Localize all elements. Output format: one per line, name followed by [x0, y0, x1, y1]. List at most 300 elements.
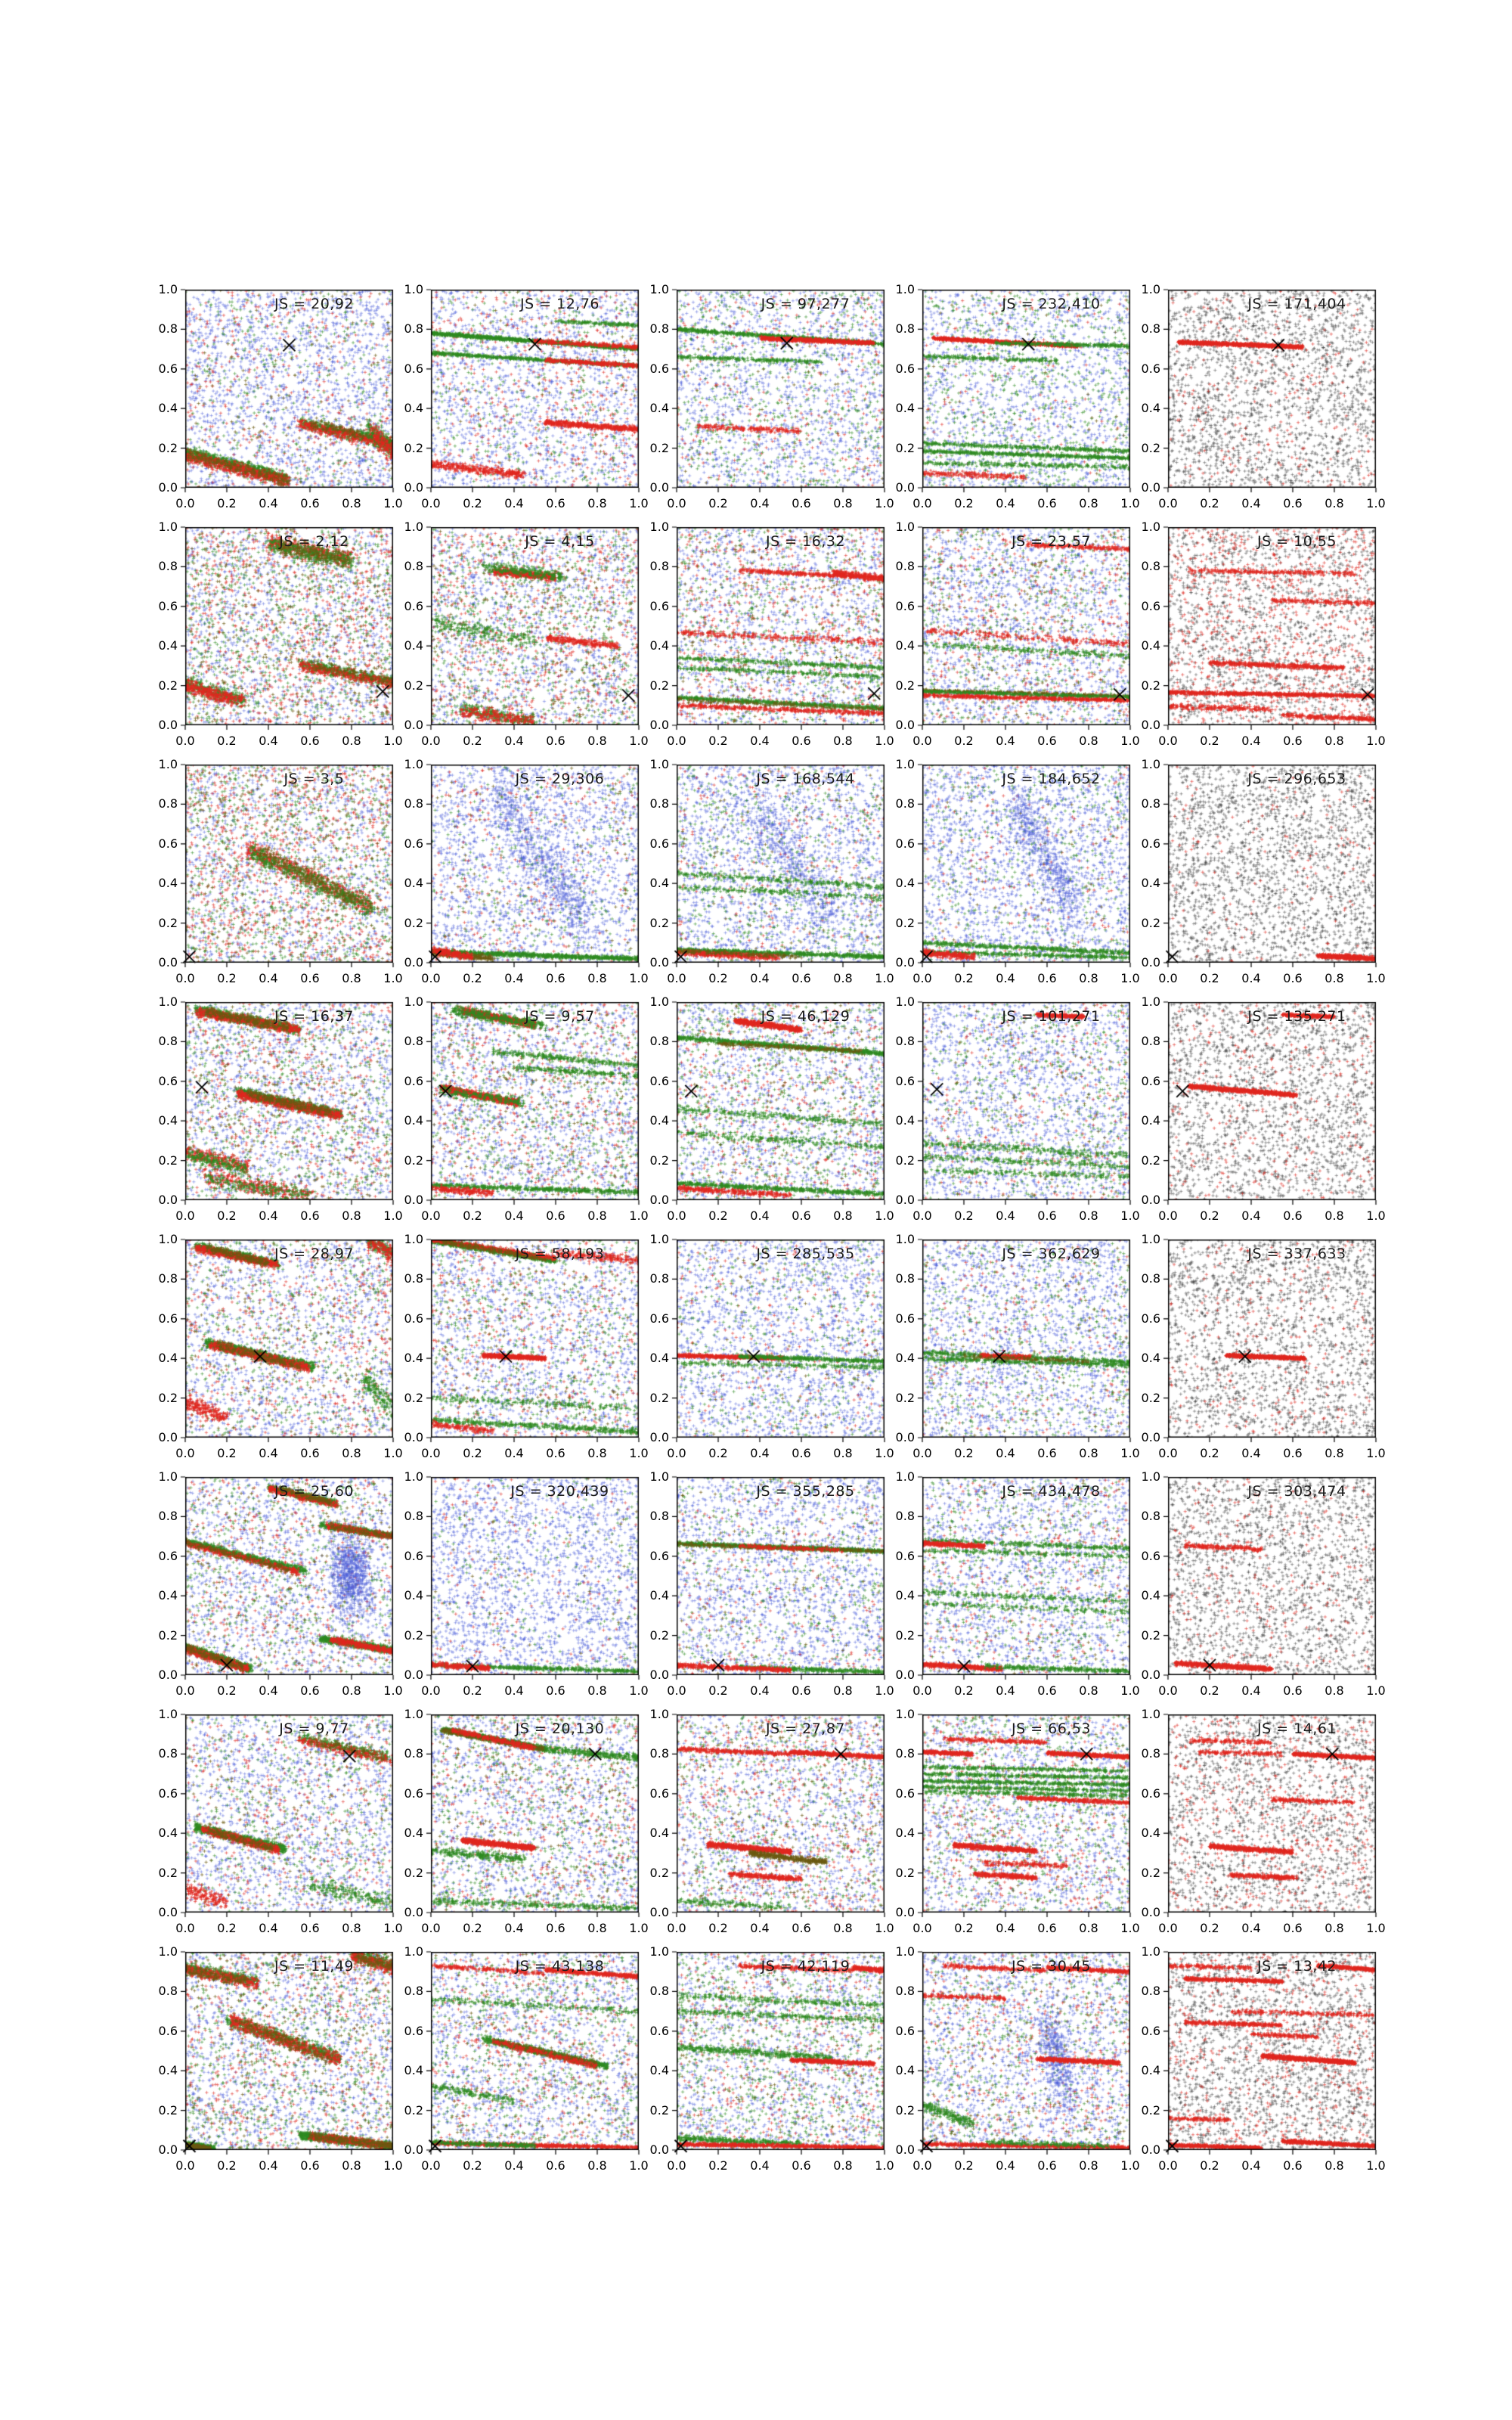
x-tick-label: 0.0: [1158, 1446, 1178, 1460]
x-tick-label: 0.2: [708, 734, 728, 748]
y-tick-label: 0.8: [158, 796, 178, 811]
x-tick-label: 0.6: [1037, 496, 1057, 510]
x-tick-label: 0.2: [1200, 971, 1219, 985]
scatter-panel: [158, 1707, 403, 1935]
scatter-canvas: [669, 1948, 892, 2161]
y-tick-label: 0.2: [649, 678, 669, 693]
js-value-label: JS = 355,285: [756, 1483, 855, 1500]
js-value-label: JS = 11,49: [274, 1958, 355, 1975]
y-tick-label: 1.0: [404, 1469, 423, 1484]
x-tick-label: 0.8: [1079, 2158, 1098, 2173]
x-tick-label: 0.8: [1079, 971, 1098, 985]
x-tick-label: 0.4: [504, 1208, 524, 1223]
x-tick-label: 0.2: [463, 1921, 482, 1935]
scatter-panel: [158, 282, 403, 510]
y-tick-label: 0.6: [158, 1073, 178, 1088]
scatter-canvas: [1160, 1948, 1383, 2161]
y-tick-label: 0.8: [1141, 1509, 1160, 1524]
y-tick-label: 0.4: [1141, 1588, 1160, 1603]
y-tick-label: 0.2: [895, 1627, 915, 1643]
scatter-canvas: [178, 1948, 401, 2161]
y-tick-label: 0.8: [404, 796, 423, 811]
scatter-canvas: [669, 286, 892, 499]
scatter-canvas: [1160, 1236, 1383, 1449]
y-tick-label: 1.0: [1141, 1232, 1160, 1246]
x-tick-label: 0.6: [546, 1921, 565, 1935]
x-tick-label: 0.4: [996, 2158, 1015, 2173]
scatter-panel: [1141, 1944, 1386, 2173]
y-tick-label: 0.6: [1141, 1548, 1160, 1563]
x-tick-label: 0.2: [708, 2158, 728, 2173]
js-value-label: JS = 232,410: [1002, 296, 1101, 312]
scatter-canvas: [915, 523, 1138, 737]
x-tick-label: 0.6: [792, 1208, 811, 1223]
js-value-label: JS = 10,55: [1256, 533, 1337, 550]
js-value-label: JS = 25,60: [274, 1483, 355, 1500]
y-tick-label: 1.0: [895, 994, 915, 1009]
y-tick-label: 0.6: [1141, 836, 1160, 851]
y-tick-label: 0.0: [649, 2142, 669, 2157]
x-tick-label: 1.0: [1120, 734, 1140, 748]
y-tick-label: 0.6: [158, 1548, 178, 1563]
y-tick-label: 0.6: [649, 2023, 669, 2038]
scatter-panel: [1141, 1469, 1386, 1698]
scatter-panel: [649, 1944, 894, 2173]
x-tick-label: 0.0: [667, 1921, 686, 1935]
y-tick-label: 1.0: [649, 1232, 669, 1246]
x-tick-label: 0.0: [175, 971, 195, 985]
x-tick-label: 0.8: [833, 1208, 853, 1223]
x-tick-label: 0.8: [587, 1446, 607, 1460]
y-tick-label: 0.0: [895, 1668, 915, 1682]
x-tick-label: 0.4: [750, 1208, 770, 1223]
y-tick-label: 0.6: [404, 1786, 423, 1801]
y-tick-label: 0.2: [1141, 1865, 1160, 1880]
x-tick-label: 0.0: [421, 1446, 441, 1460]
x-tick-label: 0.8: [833, 2158, 853, 2173]
y-tick-label: 0.4: [158, 1826, 178, 1841]
x-tick-label: 1.0: [1120, 2158, 1140, 2173]
y-tick-label: 0.4: [649, 1113, 669, 1128]
y-tick-label: 0.2: [158, 678, 178, 693]
y-tick-label: 0.2: [649, 2102, 669, 2118]
x-tick-label: 1.0: [875, 1683, 894, 1698]
scatter-panel: [649, 1469, 894, 1698]
y-tick-label: 0.0: [649, 1668, 669, 1682]
y-tick-label: 1.0: [649, 757, 669, 771]
y-tick-label: 0.4: [404, 1351, 423, 1366]
x-tick-label: 0.0: [912, 1921, 932, 1935]
y-tick-label: 1.0: [649, 1944, 669, 1959]
x-tick-label: 0.4: [1241, 1446, 1261, 1460]
js-value-label: JS = 29,306: [515, 771, 605, 787]
x-tick-label: 0.2: [463, 2158, 482, 2173]
js-value-label: JS = 20,130: [515, 1720, 605, 1737]
scatter-canvas: [1160, 286, 1383, 499]
x-tick-label: 0.8: [1079, 734, 1098, 748]
y-tick-label: 1.0: [158, 994, 178, 1009]
x-tick-label: 0.2: [708, 1446, 728, 1460]
y-tick-label: 0.8: [404, 559, 423, 574]
x-tick-label: 0.8: [1325, 734, 1344, 748]
scatter-panel: [158, 1944, 403, 2173]
x-tick-label: 0.0: [175, 1921, 195, 1935]
x-tick-label: 0.2: [217, 1683, 237, 1698]
y-tick-label: 0.4: [649, 2063, 669, 2078]
x-tick-label: 0.0: [175, 1683, 195, 1698]
x-tick-label: 0.6: [1283, 1683, 1303, 1698]
y-tick-label: 0.6: [158, 836, 178, 851]
y-tick-label: 0.2: [895, 440, 915, 455]
y-tick-label: 0.2: [895, 1153, 915, 1168]
y-tick-label: 1.0: [158, 1232, 178, 1246]
x-tick-label: 0.2: [463, 1683, 482, 1698]
y-tick-label: 0.8: [649, 559, 669, 574]
scatter-canvas: [669, 998, 892, 1212]
y-tick-label: 1.0: [404, 520, 423, 534]
x-tick-label: 0.4: [504, 496, 524, 510]
x-tick-label: 0.6: [792, 734, 811, 748]
x-tick-label: 0.4: [504, 2158, 524, 2173]
x-tick-label: 0.8: [1079, 1208, 1098, 1223]
scatter-panel: [158, 994, 403, 1223]
y-tick-label: 0.0: [649, 1193, 669, 1207]
y-tick-label: 0.2: [158, 1627, 178, 1643]
x-tick-label: 1.0: [1120, 1683, 1140, 1698]
y-tick-label: 1.0: [649, 994, 669, 1009]
y-tick-label: 0.0: [158, 1668, 178, 1682]
y-tick-label: 0.6: [895, 1311, 915, 1326]
x-tick-label: 0.6: [546, 2158, 565, 2173]
y-tick-label: 0.8: [158, 1746, 178, 1761]
scatter-canvas: [423, 1473, 646, 1686]
y-tick-label: 0.0: [158, 2142, 178, 2157]
scatter-canvas: [178, 761, 401, 974]
x-tick-label: 1.0: [1366, 1683, 1386, 1698]
scatter-panel: [404, 520, 649, 748]
y-tick-label: 0.8: [158, 321, 178, 337]
y-tick-label: 0.4: [158, 1113, 178, 1128]
y-tick-label: 0.6: [404, 2023, 423, 2038]
y-tick-label: 0.0: [649, 480, 669, 495]
js-value-label: JS = 13,42: [1256, 1958, 1337, 1975]
scatter-canvas: [178, 1711, 401, 1924]
x-tick-label: 0.2: [708, 1921, 728, 1935]
x-tick-label: 0.4: [996, 496, 1015, 510]
js-value-label: JS = 296,653: [1247, 771, 1346, 787]
y-tick-label: 0.6: [158, 598, 178, 613]
y-tick-label: 0.0: [404, 1430, 423, 1444]
scatter-panel: [1141, 1232, 1386, 1460]
x-tick-label: 0.0: [1158, 1683, 1178, 1698]
y-tick-label: 0.8: [1141, 559, 1160, 574]
y-tick-label: 1.0: [895, 1707, 915, 1721]
y-tick-label: 0.6: [404, 1311, 423, 1326]
y-tick-label: 0.8: [649, 796, 669, 811]
y-tick-label: 0.2: [895, 915, 915, 930]
x-tick-label: 0.4: [750, 1921, 770, 1935]
y-tick-label: 0.8: [895, 559, 915, 574]
x-tick-label: 0.6: [1037, 971, 1057, 985]
y-tick-label: 0.6: [895, 1548, 915, 1563]
x-tick-label: 1.0: [1366, 1208, 1386, 1223]
x-tick-label: 0.0: [912, 2158, 932, 2173]
scatter-canvas: [1160, 1711, 1383, 1924]
scatter-panel: [895, 1232, 1140, 1460]
x-tick-label: 0.4: [259, 2158, 278, 2173]
x-tick-label: 0.2: [1200, 1683, 1219, 1698]
y-tick-label: 1.0: [1141, 282, 1160, 296]
x-tick-label: 0.2: [708, 496, 728, 510]
x-tick-label: 0.6: [300, 1446, 320, 1460]
js-value-label: JS = 66,53: [1011, 1720, 1092, 1737]
y-tick-label: 0.8: [895, 1271, 915, 1286]
y-tick-label: 0.8: [649, 1509, 669, 1524]
scatter-panel: [895, 994, 1140, 1223]
y-tick-label: 0.0: [649, 718, 669, 732]
y-tick-label: 0.0: [895, 1905, 915, 1919]
y-tick-label: 0.0: [649, 955, 669, 970]
x-tick-label: 1.0: [629, 1683, 649, 1698]
scatter-panel: [158, 1232, 403, 1460]
scatter-canvas: [915, 761, 1138, 974]
x-tick-label: 1.0: [1366, 1446, 1386, 1460]
y-tick-label: 1.0: [895, 520, 915, 534]
x-tick-label: 0.8: [1325, 2158, 1344, 2173]
x-tick-label: 0.6: [792, 496, 811, 510]
x-tick-label: 0.4: [996, 1921, 1015, 1935]
x-tick-label: 0.6: [792, 1683, 811, 1698]
x-tick-label: 0.8: [342, 971, 361, 985]
x-tick-label: 0.2: [217, 2158, 237, 2173]
js-value-label: JS = 27,87: [765, 1720, 846, 1737]
x-tick-label: 0.0: [667, 1683, 686, 1698]
x-tick-label: 0.6: [1283, 1446, 1303, 1460]
y-tick-label: 0.0: [404, 1905, 423, 1919]
x-tick-label: 0.8: [587, 734, 607, 748]
y-tick-label: 0.6: [649, 361, 669, 376]
x-tick-label: 0.8: [833, 496, 853, 510]
x-tick-label: 0.0: [421, 734, 441, 748]
y-tick-label: 0.4: [649, 638, 669, 653]
y-tick-label: 0.2: [1141, 1390, 1160, 1405]
x-tick-label: 0.8: [342, 2158, 361, 2173]
y-tick-label: 0.6: [1141, 1073, 1160, 1088]
x-tick-label: 0.4: [259, 1446, 278, 1460]
x-tick-label: 0.0: [667, 734, 686, 748]
x-tick-label: 0.0: [1158, 1921, 1178, 1935]
x-tick-label: 1.0: [629, 734, 649, 748]
x-tick-label: 0.6: [792, 1446, 811, 1460]
scatter-canvas: [669, 761, 892, 974]
y-tick-label: 0.8: [404, 1034, 423, 1049]
scatter-canvas: [423, 998, 646, 1212]
y-tick-label: 0.6: [1141, 598, 1160, 613]
x-tick-label: 0.0: [421, 2158, 441, 2173]
x-tick-label: 0.8: [587, 971, 607, 985]
y-tick-label: 0.6: [158, 1786, 178, 1801]
y-tick-label: 0.6: [404, 1073, 423, 1088]
x-tick-label: 0.6: [1037, 734, 1057, 748]
scatter-canvas: [669, 523, 892, 737]
scatter-panel: [404, 1232, 649, 1460]
y-tick-label: 0.4: [158, 1351, 178, 1366]
y-tick-label: 0.8: [895, 1034, 915, 1049]
x-tick-label: 1.0: [875, 734, 894, 748]
js-value-label: JS = 9,77: [279, 1720, 349, 1737]
y-tick-label: 0.4: [895, 1826, 915, 1841]
x-tick-label: 0.6: [546, 1683, 565, 1698]
x-tick-label: 1.0: [629, 971, 649, 985]
x-tick-label: 0.0: [667, 1208, 686, 1223]
scatter-canvas: [915, 1473, 1138, 1686]
y-tick-label: 0.6: [649, 836, 669, 851]
y-tick-label: 0.2: [1141, 2102, 1160, 2118]
x-tick-label: 0.2: [954, 1208, 974, 1223]
x-tick-label: 0.8: [587, 1683, 607, 1698]
x-tick-label: 0.6: [1037, 2158, 1057, 2173]
scatter-panel: [158, 757, 403, 985]
scatter-panel: [649, 757, 894, 985]
x-tick-label: 0.8: [833, 1683, 853, 1698]
x-tick-label: 0.2: [954, 1921, 974, 1935]
x-tick-label: 0.8: [587, 1921, 607, 1935]
y-tick-label: 0.8: [1141, 1271, 1160, 1286]
scatter-canvas: [178, 1236, 401, 1449]
y-tick-label: 0.6: [895, 361, 915, 376]
y-tick-label: 0.0: [1141, 1193, 1160, 1207]
scatter-panel: [895, 1707, 1140, 1935]
y-tick-label: 0.4: [895, 1588, 915, 1603]
y-tick-label: 0.2: [649, 440, 669, 455]
scatter-panel: [1141, 994, 1386, 1223]
y-tick-label: 0.4: [895, 1351, 915, 1366]
y-tick-label: 0.2: [404, 1390, 423, 1405]
x-tick-label: 1.0: [875, 1921, 894, 1935]
scatter-canvas: [915, 1948, 1138, 2161]
js-value-label: JS = 16,37: [274, 1008, 355, 1025]
x-tick-label: 0.4: [1241, 2158, 1261, 2173]
y-tick-label: 0.4: [895, 1113, 915, 1128]
js-value-label: JS = 337,633: [1247, 1246, 1346, 1262]
js-value-label: JS = 43,138: [515, 1958, 605, 1975]
x-tick-label: 0.4: [750, 971, 770, 985]
x-tick-label: 1.0: [875, 1446, 894, 1460]
x-tick-label: 0.8: [1325, 1208, 1344, 1223]
y-tick-label: 0.4: [1141, 638, 1160, 653]
y-tick-label: 0.2: [404, 678, 423, 693]
x-tick-label: 0.8: [1079, 496, 1098, 510]
y-tick-label: 1.0: [404, 282, 423, 296]
x-tick-label: 0.8: [342, 1446, 361, 1460]
y-tick-label: 0.6: [895, 1786, 915, 1801]
y-tick-label: 0.0: [1141, 955, 1160, 970]
js-value-label: JS = 101,271: [1002, 1008, 1101, 1025]
x-tick-label: 0.0: [421, 1921, 441, 1935]
scatter-panel: [649, 994, 894, 1223]
scatter-canvas: [423, 761, 646, 974]
scatter-panel: [404, 1469, 649, 1698]
x-tick-label: 0.0: [175, 2158, 195, 2173]
y-tick-label: 0.0: [404, 2142, 423, 2157]
x-tick-label: 0.0: [421, 496, 441, 510]
js-value-label: JS = 303,474: [1247, 1483, 1346, 1500]
y-tick-label: 0.2: [158, 1153, 178, 1168]
x-tick-label: 0.8: [342, 1921, 361, 1935]
js-value-label: JS = 171,404: [1247, 296, 1346, 312]
y-tick-label: 0.2: [404, 1153, 423, 1168]
scatter-panel: [1141, 282, 1386, 510]
y-tick-label: 0.0: [895, 955, 915, 970]
x-tick-label: 0.2: [463, 734, 482, 748]
js-value-label: JS = 28,97: [274, 1246, 355, 1262]
y-tick-label: 0.2: [404, 1627, 423, 1643]
y-tick-label: 0.0: [1141, 1905, 1160, 1919]
x-tick-label: 0.8: [342, 734, 361, 748]
js-value-label: JS = 14,61: [1256, 1720, 1337, 1737]
y-tick-label: 0.0: [404, 718, 423, 732]
y-tick-label: 1.0: [404, 1232, 423, 1246]
y-tick-label: 0.2: [649, 1390, 669, 1405]
scatter-canvas: [669, 1473, 892, 1686]
js-value-label: JS = 2,12: [279, 533, 349, 550]
x-tick-label: 0.4: [259, 971, 278, 985]
x-tick-label: 1.0: [383, 1683, 403, 1698]
scatter-canvas: [423, 523, 646, 737]
y-tick-label: 0.6: [895, 598, 915, 613]
y-tick-label: 0.4: [649, 1351, 669, 1366]
scatter-panel: [649, 1707, 894, 1935]
x-tick-label: 0.0: [421, 1683, 441, 1698]
x-tick-label: 0.4: [504, 1683, 524, 1698]
x-tick-label: 0.4: [259, 496, 278, 510]
x-tick-label: 0.0: [1158, 1208, 1178, 1223]
x-tick-label: 1.0: [875, 496, 894, 510]
y-tick-label: 0.4: [649, 876, 669, 891]
y-tick-label: 0.4: [404, 1826, 423, 1841]
y-tick-label: 0.6: [158, 361, 178, 376]
x-tick-label: 0.0: [667, 971, 686, 985]
y-tick-label: 0.4: [158, 401, 178, 416]
y-tick-label: 0.2: [649, 1627, 669, 1643]
y-tick-label: 0.0: [404, 1193, 423, 1207]
y-tick-label: 0.4: [649, 1826, 669, 1841]
y-tick-label: 1.0: [895, 1232, 915, 1246]
x-tick-label: 0.0: [912, 971, 932, 985]
y-tick-label: 1.0: [158, 757, 178, 771]
x-tick-label: 0.2: [954, 1446, 974, 1460]
y-tick-label: 1.0: [158, 1707, 178, 1721]
x-tick-label: 0.4: [504, 971, 524, 985]
x-tick-label: 0.2: [1200, 1921, 1219, 1935]
x-tick-label: 1.0: [1366, 971, 1386, 985]
y-tick-label: 0.4: [649, 401, 669, 416]
x-tick-label: 0.6: [300, 971, 320, 985]
y-tick-label: 1.0: [1141, 1469, 1160, 1484]
x-tick-label: 1.0: [383, 734, 403, 748]
y-tick-label: 1.0: [404, 994, 423, 1009]
y-tick-label: 0.8: [404, 1271, 423, 1286]
js-value-label: JS = 285,535: [756, 1246, 855, 1262]
y-tick-label: 0.0: [158, 955, 178, 970]
x-tick-label: 0.4: [1241, 971, 1261, 985]
x-tick-label: 0.8: [1325, 1683, 1344, 1698]
y-tick-label: 0.8: [649, 321, 669, 337]
y-tick-label: 0.2: [158, 2102, 178, 2118]
y-tick-label: 0.2: [1141, 1153, 1160, 1168]
y-tick-label: 1.0: [1141, 994, 1160, 1009]
x-tick-label: 0.4: [1241, 734, 1261, 748]
